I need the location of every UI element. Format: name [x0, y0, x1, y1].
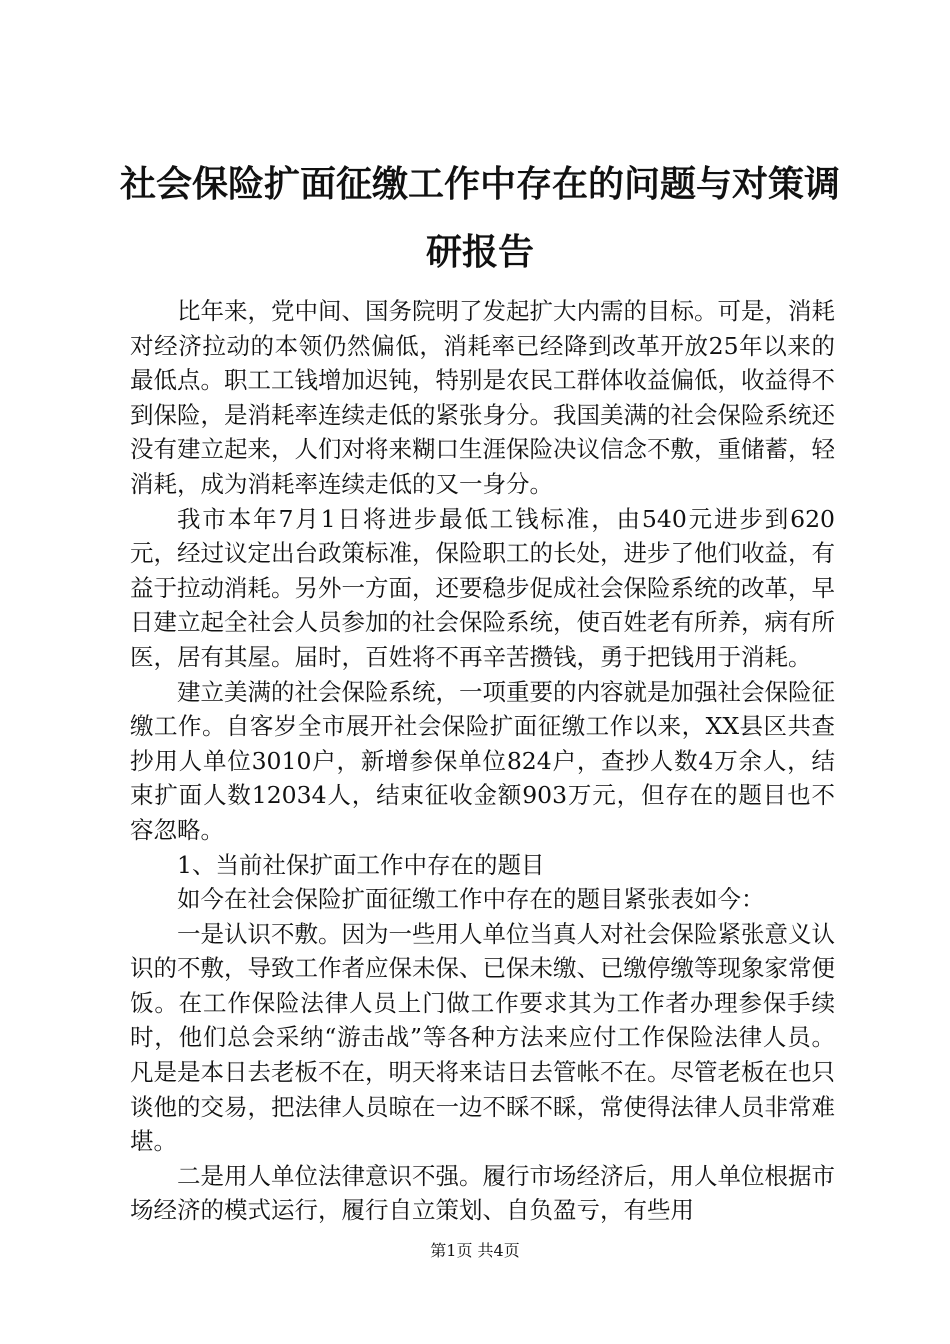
section-heading: 1、当前社保扩面工作中存在的题目: [177, 850, 545, 879]
paragraph: 建立美满的社会保险系统，一项重要的内容就是加强社会保险征缴工作。自客岁全市展开社会保险扩面征缴工作以来，XX县区共查抄用人单位3010户，新增参保单位824户，查抄人数4万余人，结束扩面人数12034人，结束征收金额903万元，但存在的题目也不容忽略。: [130, 677, 835, 844]
paragraph: 如今在社会保险扩面征缴工作中存在的题目紧张表如今：: [177, 885, 765, 914]
document-body: [130, 294, 835, 1228]
paragraph: 一是认识不敷。因为一些用人单位当真人对社会保险紧张意义认识的不敷，导致工作者应保未保、已保未缴、已缴停缴等现象家常便饭。在工作保险法律人员上门做工作要求其为工作者办理参保手续时，他们总会采纳“游击战”等各种方法来应付工作保险法律人员。凡是是本日去老板不在，明天将来诘日去管帐不在。尽管老板在也只谈他的交易，把法律人员晾在一边不睬不睬，常使得法律人员非常难堪。: [130, 919, 835, 1156]
document-title: 社会保险扩面征缴工作中存在的问题与对策调研报告: [119, 163, 840, 273]
paragraph: 我市本年7月1日将进步最低工钱标准，由540元进步到620元，经过议定出台政策标准，保险职工的长处，进步了他们收益，有益于拉动消耗。另外一方面，还要稳步促成社会保险系统的改革，早日建立起全社会人员参加的社会保险系统，使百姓老有所养，病有所医，居有其屋。届时，百姓将不再辛苦攒钱，勇于把钱用于消耗。: [130, 504, 835, 671]
paragraph: 比年来，党中间、国务院明了发起扩大内需的目标。可是，消耗对经济拉动的本领仍然偏低，消耗率已经降到改革开放25年以来的最低点。职工工钱增加迟钝，特别是农民工群体收益偏低，收益得不到保险，是消耗率连续走低的紧张身分。我国美满的社会保险系统还没有建立起来，人们对将来糊口生涯保险决议信念不敷，重储蓄，轻消耗，成为消耗率连续走低的又一身分。: [130, 297, 835, 498]
page-number-footer: 第1页 共4页: [430, 1241, 520, 1260]
paragraph: 二是用人单位法律意识不强。履行市场经济后，用人单位根据市场经济的模式运行，履行自立策划、自负盈亏，有些用: [130, 1161, 835, 1225]
